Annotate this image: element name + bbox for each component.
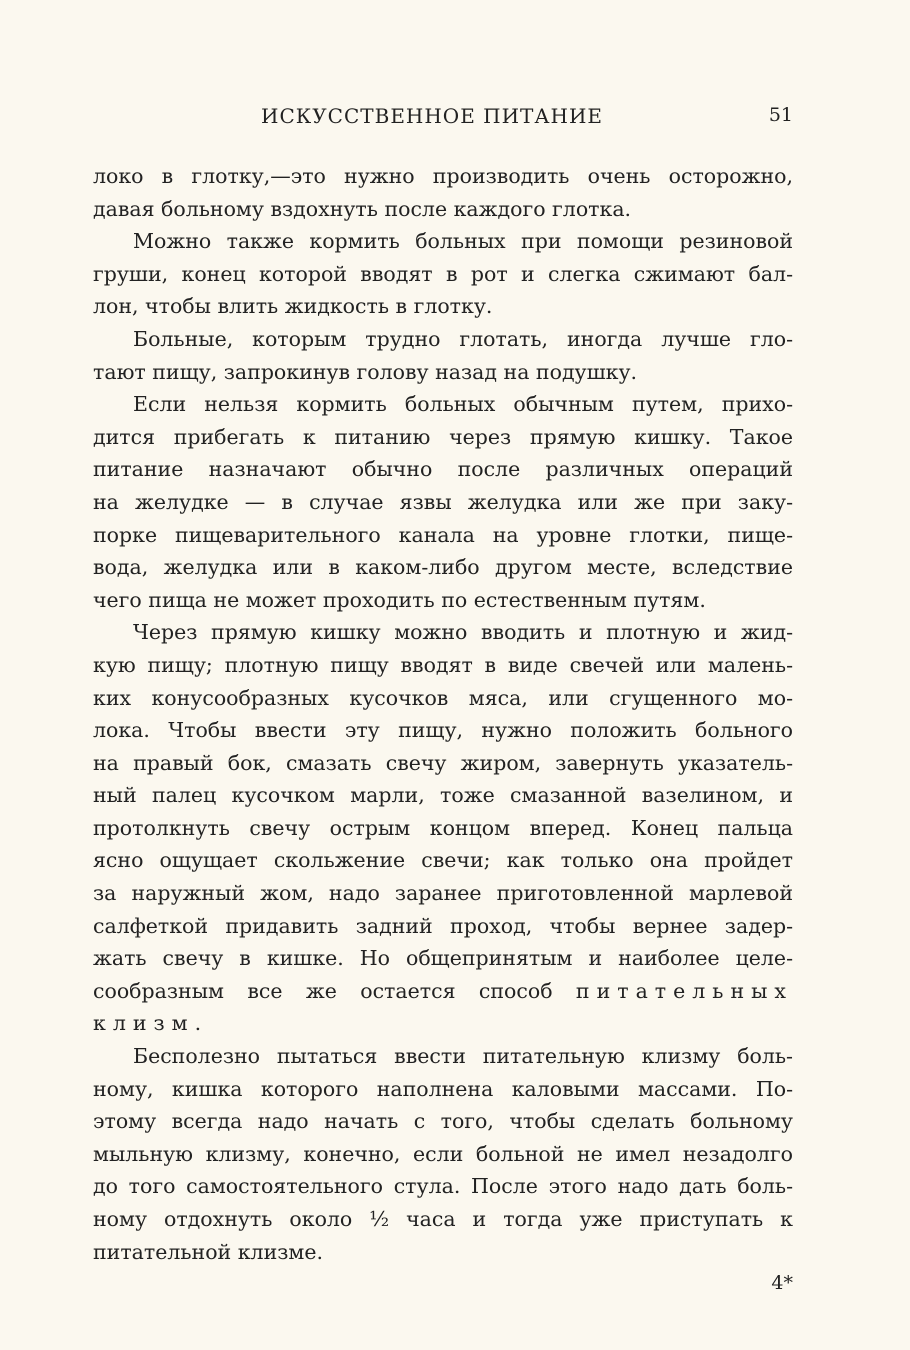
text-line: локо в глотку,—это нужно производить очень осторожно,	[93, 164, 793, 188]
running-title: ИСКУССТВЕННОЕ ПИТАНИЕ	[261, 104, 604, 128]
text-line: мыльную клизму, конечно, если больной не имел незадолго	[93, 1141, 793, 1166]
text-line: жать свечу в кишке. Но общепринятым и наиболее целе-	[93, 946, 793, 971]
paragraph-rectal-feeding	[93, 388, 793, 616]
text-line: ясно ощущает скольжение свечи; как только она пройдет	[93, 848, 793, 873]
text-line: сообразным все же остается способ питательных	[93, 978, 793, 1003]
text-line: давая больному вздохнуть после каждого глотка.	[93, 196, 632, 221]
text-line: кую пищу; плотную пищу вводят в виде свечей или малень-	[93, 652, 793, 677]
text-line: Если нельзя кормить больных обычным путем, прихо-	[133, 392, 793, 417]
text-line: порке пищеварительного канала на уровне глотки, пище-	[93, 522, 793, 547]
text-line: за наружный жом, надо заранее приготовленной марлевой	[93, 881, 793, 906]
text-line: ный палец кусочком марли, тоже смазанной вазелином, и	[93, 783, 793, 808]
text-line: салфеткой придавить задний проход, чтобы вернее задер-	[93, 913, 793, 938]
text-line: этому всегда надо начать с того, чтобы сделать больному	[93, 1109, 793, 1134]
text-line: груши, конец которой вводят в рот и слегка сжимают бал-	[93, 261, 793, 286]
text-line: ному, кишка которого наполнена каловыми массами. По-	[93, 1076, 793, 1101]
body-text	[93, 160, 793, 1268]
text-line: до того самостоятельного стула. После этого надо дать боль-	[93, 1174, 793, 1199]
text-line: на правый бок, смазать свечу жиром, завернуть указатель-	[93, 750, 793, 775]
text-line: ких конусообразных кусочков мяса, или сгущенного мо-	[93, 685, 793, 710]
page-number: 51	[768, 104, 793, 126]
text-line: дится прибегать к питанию через прямую кишку. Такое	[93, 424, 793, 449]
text-line: Больные, которым трудно глотать, иногда лучше гло-	[133, 326, 793, 351]
text-line: питательной клизме.	[93, 1239, 324, 1264]
text-line: лон, чтобы влить жидкость в глотку.	[93, 294, 493, 319]
text-line: Бесполезно пытаться ввести питательную клизму боль-	[133, 1044, 793, 1069]
paragraph-swallowing	[93, 323, 793, 388]
page-header	[93, 104, 793, 134]
paragraph-solid-liquid-food	[93, 616, 793, 1040]
text-line: тают пищу, запрокинув голову назад на подушку.	[93, 359, 638, 384]
text-line: на желудке — в случае язвы желудка или же при заку-	[93, 489, 793, 514]
text-line: Можно также кормить больных при помощи резиновой	[133, 229, 793, 254]
text-line: чего пища не может проходить по естественным путям.	[93, 587, 706, 612]
text-line: лока. Чтобы ввести эту пищу, нужно положить больного	[93, 718, 793, 743]
paragraph-rubber-bulb	[93, 225, 793, 323]
text-line: вода, желудка или в каком-либо другом месте, вследствие	[93, 555, 793, 580]
text-line: питание назначают обычно после различных операций	[93, 457, 793, 482]
text-line: Через прямую кишку можно вводить и плотную и жид-	[133, 620, 793, 645]
paragraph-continuation	[93, 160, 793, 225]
text-line: протолкнуть свечу острым концом вперед. Конец пальца	[93, 815, 793, 840]
text-line: клизм.	[93, 1011, 209, 1036]
signature-mark: 4*	[771, 1272, 793, 1294]
paragraph-nutrient-enema	[93, 1040, 793, 1268]
text-line: ному отдохнуть около ½ часа и тогда уже приступать к	[93, 1207, 793, 1231]
